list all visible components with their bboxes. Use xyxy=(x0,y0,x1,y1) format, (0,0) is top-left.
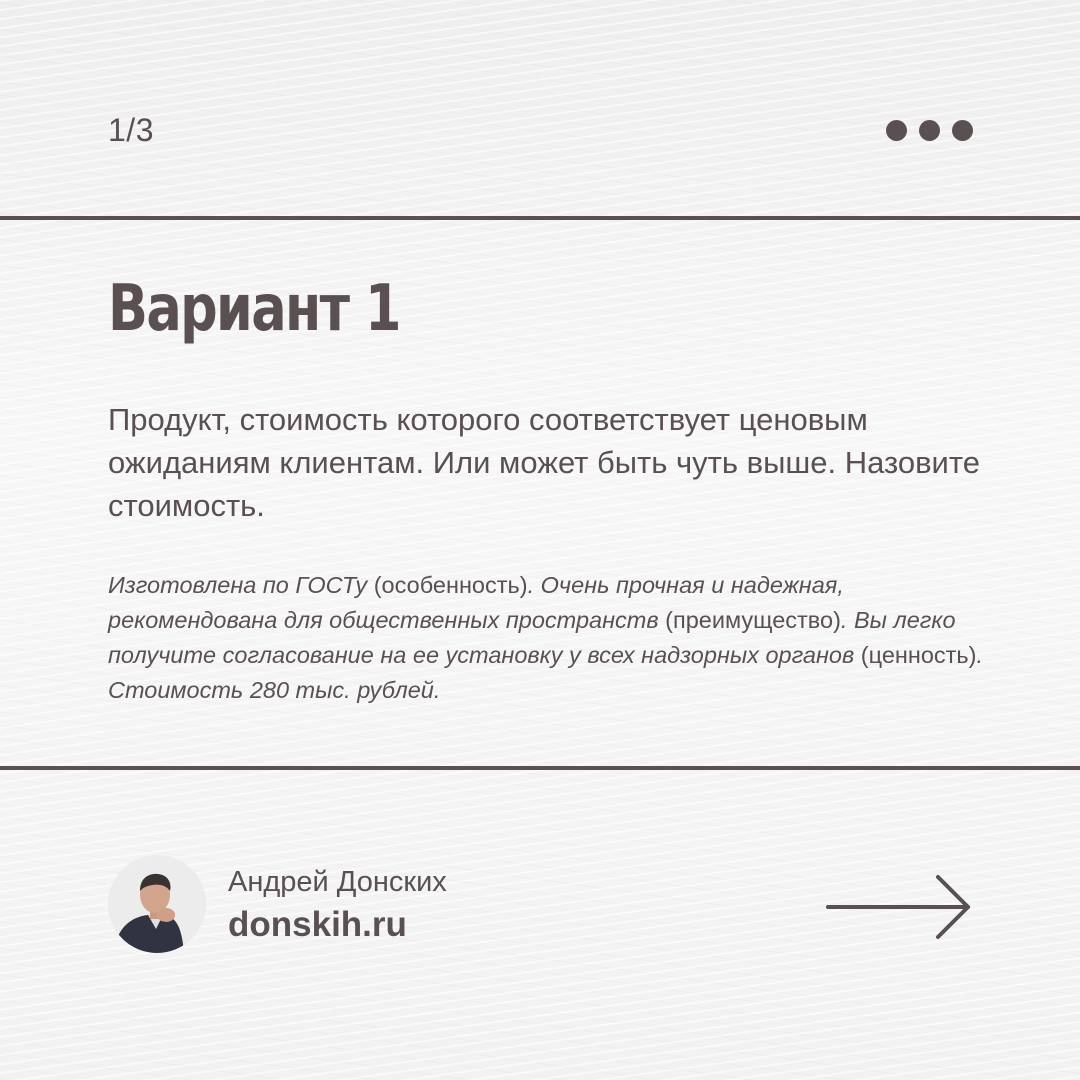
divider-top xyxy=(0,216,1080,220)
details-segment: Изготовлена по ГОСТу xyxy=(108,572,368,598)
details-segment: (преимущество) xyxy=(658,607,841,633)
author-site-link[interactable]: donskih.ru xyxy=(228,905,407,944)
page-counter: 1/3 xyxy=(108,112,154,148)
slide-details xyxy=(108,568,988,708)
dot xyxy=(886,120,907,141)
arrow-right-icon[interactable] xyxy=(826,874,976,940)
divider-bottom xyxy=(0,766,1080,770)
author-avatar xyxy=(108,855,206,953)
details-segment: (ценность) xyxy=(854,642,977,668)
details-segment: . Вы легко получите согласование на ее установку у всех надзорных органов xyxy=(108,607,956,668)
details-segment: (особенность) xyxy=(367,572,528,598)
details-segment: . Стоимость 280 тыс. рублей. xyxy=(108,642,984,703)
author-photo-icon xyxy=(108,855,206,953)
dot xyxy=(919,120,940,141)
slide-lead-text: Продукт, стоимость которого соответствует ценовым ожиданиям клиентам. Или может быть чуть выше. Назовите стоимость. xyxy=(108,402,980,523)
more-dots-icon[interactable] xyxy=(886,120,973,141)
details-segment: . Очень прочная и надежная, рекомендована для общественных пространств xyxy=(108,572,844,633)
slide-title: Вариант 1 xyxy=(108,272,400,346)
dot xyxy=(952,120,973,141)
author-name: Андрей Донских xyxy=(228,866,447,898)
